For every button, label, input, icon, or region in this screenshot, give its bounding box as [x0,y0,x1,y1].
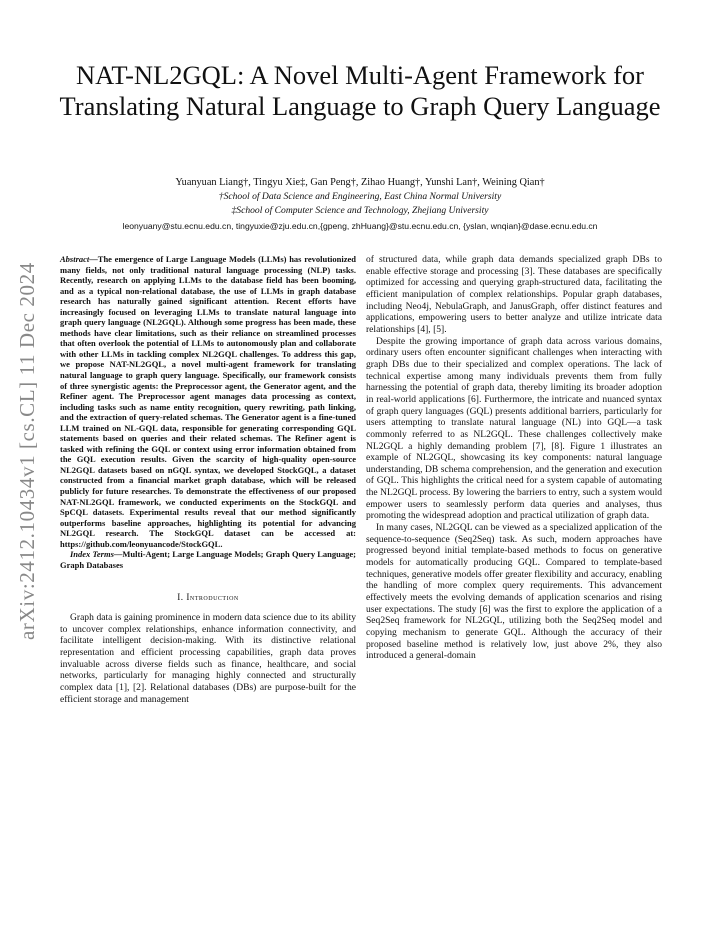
paper-title: NAT-NL2GQL: A Novel Multi-Agent Framework for Translating Natural Language to Graph Query Language [59,60,661,121]
affiliation-2: ‡School of Computer Science and Technology, Zhejiang University [231,205,489,216]
abstract [60,254,356,549]
intro-paragraph-2: of structured data, while graph data demands specialized graph DBs to enable effective storage and processing [3]. These databases are specifically optimized for accessing and querying graph-structured data, facilitating the efficient manipulation of complex relationships. Popular graph databases, including Neo4j, NebulaGraph, and JanusGraph, offer distinct features and applications, empowering users to better analyze and utilize intricate data relationships [4], [5]. [366,254,662,335]
section-heading: I. Introduction [177,592,239,603]
right-column [366,254,662,662]
intro-paragraph-1: Graph data is gaining prominence in modern data science due to its ability to uncover complex relationships, enhance information connectivity, and facilitate intelligent decision-making. With its distinctive relational representation and efficient processing capabilities, graph data proves invaluable across diverse fields such as finance, healthcare, and social networks, particularly for managing highly connected and structurally complex data [1], [2]. Relational databases (DBs) are purpose-built for the efficient storage and management [60,612,356,705]
affiliation-1: †School of Data Science and Engineering, East China Normal University [218,191,502,202]
index-terms [60,549,356,570]
index-terms-label: Index Terms [70,549,114,560]
author-list: Yuanyuan Liang†, Tingyu Xie‡, Gan Peng†, Zihao Huang†, Yunshi Lan†, Weining Qian† [175,177,545,188]
abstract-text: —The emergence of Large Language Models (LLMs) has revolutionized many fields, not only traditional natural language processing (NLP) tasks. Recently, research on applying LLMs to the database field has been booming, and as a typical non-relational database, the use of LLMs in graph database research has naturally gained significant attention. Recent efforts have increasingly focused on leveraging LLMs to translate natural language into graph query language (NL2GQL). Although some progress has been made, these methods have clear limitations, such as their reliance on streamlined processes that often overlook the potential of LLMs to autonomously plan and collaborate with other LLMs in tackling complex NL2GQL challenges. To address this gap, we propose NAT-NL2GQL, a novel multi-agent framework for translating natural language to graph query language. Specifically, our framework consists of three synergistic agents: the Preprocessor agent, the Generator agent, and the Refiner agent. The Preprocessor agent manages data processing as context, including tasks such as name entity recognition, query rewriting, path linking, and the extraction of query-related schemas. The Generator agent is a fine-tuned LLM trained on NL-GQL data, responsible for generating corresponding GQL statements based on queries and their related schemas. The Refiner agent is tasked with refining the GQL or context using error information obtained from the GQL execution results. Given the scarcity of high-quality open-source NL2GQL datasets based on nGQL syntax, we developed StockGQL, a dataset constructed from a financial market graph database, which will be released publicly for future researches. To demonstrate the effectiveness of our proposed NAT-NL2GQL framework, we conducted experiments on the StockGQL and SpCQL datasets. Experimental results reveal that our method significantly outperforms baseline approaches, highlighting its potential for advancing NL2GQL research. The StockGQL dataset can be accessed at: https://github.com/leonyuancode/StockGQL. [60,254,356,549]
abstract-label: Abstract [60,254,90,264]
arxiv-stamp: arXiv:2412.10434v1 [cs.CL] 11 Dec 2024 [15,262,39,640]
author-emails: leonyuany@stu.ecnu.edu.cn, tingyuxie@zju.edu.cn,{gpeng, zhHuang}@stu.ecnu.edu.cn, {yslan, wnqian}@dase.ecnu.edu.cn [122,221,598,231]
intro-paragraph-4: In many cases, NL2GQL can be viewed as a specialized application of the sequence-to-sequence (Seq2Seq) task. As such, modern approaches have progressed beyond initial template-based methods to focus on generative models for automatically producing GQL. Compared to template-based techniques, generative models offer greater flexibility and accuracy, enabling the handling of more complex query requirements. This advancement effectively meets the evolving demands of application scenarios and rising user expectations. The study [6] was the first to explore the application of a Seq2Seq framework for NL2GQL, utilizing both the Seq2Seq model and copying mechanism to generate GQL. Although the accuracy of their proposed baseline method is relatively low, just above 2%, they also introduced a general-domain [366,522,662,662]
intro-paragraph-3: Despite the growing importance of graph data across various domains, ordinary users often encounter significant challenges when interacting with graph DBs due to their specialized and complex operations. The lack of technical expertise among many individuals prevents them from fully harnessing the potential of graph data, thereby limiting its broader adoption in real-world applications [6]. Furthermore, the intricate and nuanced syntax of graph query languages (GQL) presents additional barriers, particularly for users attempting to translate natural language (NL) into GQL—a task commonly referred to as NL2GQL. These challenges collectively make NL2GQL a highly demanding problem [7], [8]. Figure 1 illustrates an example of NL2GQL, showcasing its key components: natural language understanding, DB schema comprehension, and the generation and execution of GQL. This highlights the critical need for a system capable of automating the NL2GQL process. By lowering the barriers to entry, such a system would empower users to seamlessly perform data queries and analyses, thus promoting the widespread adoption and practical utilization of graph data. [366,335,662,522]
index-terms-text: —Multi-Agent; Large Language Models; Graph Query Language; Graph Databases [60,549,356,570]
left-column [60,254,356,705]
